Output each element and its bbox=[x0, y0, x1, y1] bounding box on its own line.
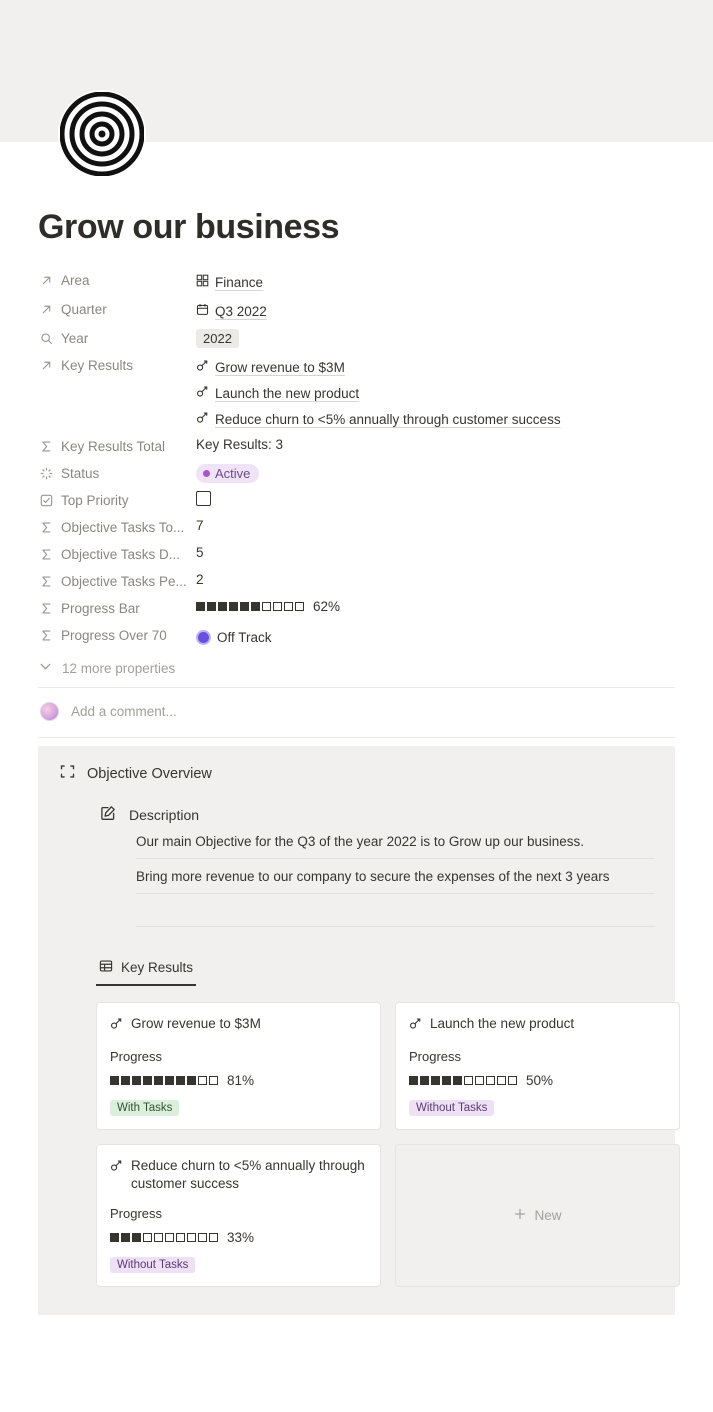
description-line-empty[interactable] bbox=[136, 894, 655, 927]
objective-overview-block bbox=[38, 746, 675, 1315]
property-label-progress-bar[interactable] bbox=[38, 598, 196, 616]
progress-bar-percent: 62% bbox=[313, 599, 341, 614]
card-progress-percent: 50% bbox=[526, 1072, 554, 1088]
card-progress-percent: 33% bbox=[227, 1230, 255, 1246]
arrow-up-right-icon bbox=[38, 357, 54, 373]
key-result-link[interactable]: Launch the new product bbox=[215, 385, 360, 401]
new-card-label: New bbox=[534, 1207, 562, 1223]
more-properties-label: 12 more properties bbox=[62, 660, 176, 676]
more-properties-toggle[interactable] bbox=[38, 651, 675, 687]
pencil-square-icon bbox=[100, 805, 116, 824]
property-label-top-priority[interactable] bbox=[38, 490, 196, 508]
sigma-icon bbox=[38, 600, 54, 616]
card-title-row bbox=[110, 1157, 367, 1193]
key-icon bbox=[196, 359, 209, 375]
area-link[interactable]: Finance bbox=[215, 274, 264, 290]
property-value-area[interactable] bbox=[196, 270, 675, 293]
arrow-up-right-icon bbox=[38, 272, 54, 288]
comment-row[interactable] bbox=[38, 688, 675, 737]
objective-overview-header[interactable] bbox=[58, 764, 655, 783]
objective-overview-title: Objective Overview bbox=[87, 765, 212, 782]
property-value-status[interactable] bbox=[196, 463, 675, 483]
label-text: Key Results Total bbox=[61, 438, 166, 454]
description-heading-row bbox=[100, 805, 655, 824]
property-row-year[interactable] bbox=[38, 325, 675, 352]
card-progress-bar bbox=[409, 1073, 666, 1088]
label-text: Progress Bar bbox=[61, 600, 140, 616]
card-title: Reduce churn to <5% annually through customer success bbox=[131, 1157, 365, 1191]
property-label-key-results-total[interactable] bbox=[38, 436, 196, 454]
card-progress-label: Progress bbox=[110, 1048, 163, 1064]
card-title-row bbox=[110, 1015, 367, 1035]
year-tag[interactable]: 2022 bbox=[196, 329, 239, 348]
property-label-area[interactable] bbox=[38, 270, 196, 288]
key-icon bbox=[196, 411, 209, 427]
property-label-quarter[interactable] bbox=[38, 299, 196, 317]
page-title[interactable]: Grow our business bbox=[38, 208, 340, 246]
properties-list bbox=[38, 267, 675, 687]
sigma-icon bbox=[38, 438, 54, 454]
property-row-status[interactable] bbox=[38, 460, 675, 487]
card-title: Grow revenue to $3M bbox=[131, 1016, 261, 1031]
property-value-objective-tasks-done: 5 bbox=[196, 545, 204, 560]
label-text: Objective Tasks D... bbox=[61, 546, 181, 562]
label-text: Objective Tasks To... bbox=[61, 519, 185, 535]
top-priority-checkbox[interactable] bbox=[196, 491, 211, 506]
property-row-quarter[interactable] bbox=[38, 296, 675, 325]
add-comment-input[interactable]: Add a comment... bbox=[71, 704, 177, 719]
property-row-key-results-total[interactable] bbox=[38, 433, 675, 460]
status-dot-icon bbox=[203, 470, 210, 477]
status-label: Active bbox=[215, 466, 251, 481]
property-value-year[interactable] bbox=[196, 328, 675, 348]
property-row-objective-tasks-done[interactable] bbox=[38, 541, 675, 568]
description-heading: Description bbox=[129, 806, 200, 823]
table-icon bbox=[99, 959, 113, 976]
key-result-card[interactable] bbox=[96, 1144, 381, 1288]
property-value-top-priority[interactable] bbox=[196, 490, 675, 509]
avatar[interactable] bbox=[40, 702, 59, 721]
comment-divider bbox=[38, 737, 675, 738]
key-icon bbox=[110, 1157, 123, 1177]
card-progress-percent: 81% bbox=[227, 1072, 255, 1088]
expand-icon[interactable] bbox=[60, 764, 75, 783]
label-text: Status bbox=[61, 465, 100, 481]
card-tag[interactable]: With Tasks bbox=[110, 1100, 179, 1116]
property-row-progress-over-70[interactable] bbox=[38, 622, 675, 651]
label-text: Objective Tasks Pe... bbox=[61, 573, 187, 589]
sigma-icon bbox=[38, 546, 54, 562]
label-text: Year bbox=[61, 330, 89, 346]
label-text: Progress Over 70 bbox=[61, 627, 167, 643]
property-row-objective-tasks-pending[interactable] bbox=[38, 568, 675, 595]
loading-icon bbox=[38, 465, 54, 481]
tabs-bar bbox=[96, 953, 655, 986]
key-result-card[interactable] bbox=[395, 1002, 680, 1130]
card-progress-label: Progress bbox=[409, 1048, 462, 1064]
status-badge[interactable] bbox=[196, 464, 259, 483]
key-icon bbox=[409, 1015, 422, 1035]
key-result-link[interactable]: Grow revenue to $3M bbox=[215, 359, 345, 375]
plus-icon bbox=[513, 1207, 527, 1224]
quarter-link[interactable]: Q3 2022 bbox=[215, 303, 267, 319]
property-row-top-priority[interactable] bbox=[38, 487, 675, 514]
property-label-objective-tasks-total[interactable] bbox=[38, 517, 196, 535]
sigma-icon bbox=[38, 627, 54, 643]
label-text: Top Priority bbox=[61, 492, 129, 508]
search-icon bbox=[38, 330, 54, 346]
card-progress-label: Progress bbox=[110, 1206, 163, 1222]
property-label-progress-over-70[interactable] bbox=[38, 625, 196, 643]
property-value-objective-tasks-pending: 2 bbox=[196, 572, 204, 587]
card-tag[interactable]: Without Tasks bbox=[409, 1100, 494, 1116]
card-progress-bar bbox=[110, 1073, 367, 1088]
calendar-icon bbox=[196, 303, 209, 319]
card-tag[interactable]: Without Tasks bbox=[110, 1257, 195, 1273]
property-value-key-results-total: Key Results: 3 bbox=[196, 437, 284, 452]
description-section bbox=[58, 805, 655, 927]
property-value-objective-tasks-total: 7 bbox=[196, 518, 204, 533]
target-icon[interactable] bbox=[58, 90, 146, 178]
key-result-link-row[interactable] bbox=[196, 356, 675, 378]
off-track-indicator-icon bbox=[196, 630, 211, 645]
key-result-card[interactable] bbox=[96, 1002, 381, 1130]
key-icon bbox=[110, 1015, 123, 1035]
property-row-progress-bar[interactable] bbox=[38, 595, 675, 622]
sigma-icon bbox=[38, 519, 54, 535]
page-content bbox=[0, 142, 713, 1315]
sigma-icon bbox=[38, 573, 54, 589]
tab-key-results[interactable] bbox=[96, 953, 196, 986]
property-label-objective-tasks-pending[interactable] bbox=[38, 571, 196, 589]
property-value-key-results[interactable] bbox=[196, 355, 675, 430]
property-label-year[interactable] bbox=[38, 328, 196, 346]
tab-label: Key Results bbox=[121, 960, 194, 975]
property-value-progress-bar bbox=[196, 598, 675, 614]
chevron-down-icon bbox=[38, 659, 53, 677]
property-row-area[interactable] bbox=[38, 267, 675, 296]
label-text: Quarter bbox=[61, 301, 107, 317]
card-title: Launch the new product bbox=[430, 1016, 575, 1031]
key-icon bbox=[196, 385, 209, 401]
progress-bar-squares bbox=[196, 599, 340, 614]
property-row-key-results[interactable] bbox=[38, 352, 675, 433]
checkbox-icon bbox=[38, 492, 54, 508]
property-label-key-results[interactable] bbox=[38, 355, 196, 373]
property-label-status[interactable] bbox=[38, 463, 196, 481]
description-line[interactable]: Our main Objective for the Q3 of the year 2022 is to Grow up our business. bbox=[136, 824, 655, 859]
label-text: Key Results bbox=[61, 357, 134, 373]
property-row-objective-tasks-total[interactable] bbox=[38, 514, 675, 541]
property-label-objective-tasks-done[interactable] bbox=[38, 544, 196, 562]
description-line[interactable]: Bring more revenue to our company to secure the expenses of the next 3 years bbox=[136, 859, 655, 894]
card-title-row bbox=[409, 1015, 666, 1035]
page-bottom-spacer bbox=[0, 1380, 713, 1412]
property-value-progress-over-70 bbox=[196, 625, 675, 648]
key-results-cards bbox=[96, 1002, 680, 1287]
new-card-button[interactable] bbox=[395, 1144, 680, 1288]
property-value-quarter[interactable] bbox=[196, 299, 675, 322]
arrow-up-right-icon bbox=[38, 301, 54, 317]
key-result-link[interactable]: Reduce churn to <5% annually through customer success bbox=[215, 411, 561, 427]
card-progress-bar bbox=[110, 1230, 367, 1245]
off-track-label: Off Track bbox=[217, 629, 272, 645]
key-result-link-row[interactable] bbox=[196, 382, 675, 404]
key-result-link-row[interactable] bbox=[196, 408, 675, 430]
grid-icon bbox=[196, 274, 209, 290]
label-text: Area bbox=[61, 272, 90, 288]
